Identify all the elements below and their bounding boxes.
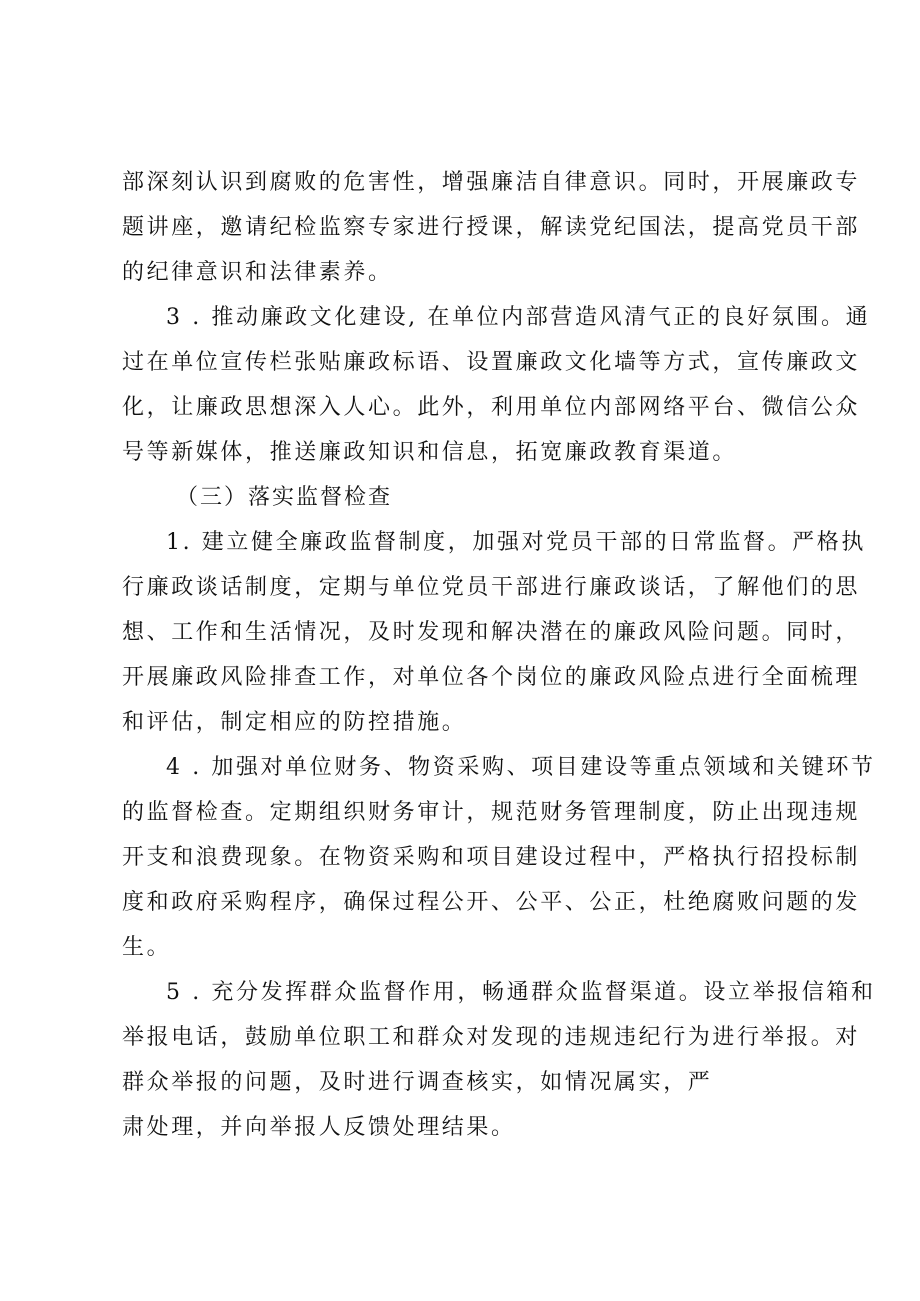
paragraph-line: 想、工作和生活情况，及时发现和解决潜在的廉政风险问题。同时， — [122, 620, 861, 645]
paragraph-line: 举报电话，鼓励单位职工和群众对发现的违规违纪行为进行举报。对 — [122, 1025, 861, 1050]
paragraph-line: 1. 建立健全廉政监督制度，加强对党员干部的日常监督。严格执 — [166, 530, 866, 555]
paragraph-line: 的监督检查。定期组织财务审计，规范财务管理制度，防止出现违规 — [122, 800, 861, 825]
section-heading: （三）落实监督检查 — [176, 485, 393, 510]
paragraph-line: 开支和浪费现象。在物资采购和项目建设过程中，严格执行招投标制 — [122, 845, 861, 870]
paragraph-line: 过在单位宣传栏张贴廉政标语、设置廉政文化墙等方式，宣传廉政文 — [122, 350, 861, 375]
paragraph-line: 和评估，制定相应的防控措施。 — [122, 710, 467, 735]
paragraph-line: 群众举报的问题，及时进行调查核实，如情况属实，严 — [122, 1070, 713, 1095]
paragraph-line: 生。 — [122, 935, 172, 960]
paragraph-line: 5 . 充分发挥群众监督作用，畅通群众监督渠道。设立举报信箱和 — [166, 980, 876, 1005]
paragraph-line: 行廉政谈话制度，定期与单位党员干部进行廉政谈话，了解他们的思 — [122, 575, 861, 600]
paragraph-line: 4 . 加强对单位财务、物资采购、项目建设等重点领域和关键环节 — [166, 755, 876, 780]
paragraph-line: 3 . 推动廉政文化建设, 在单位内部营造风清气正的良好氛围。通 — [166, 305, 871, 330]
paragraph-line: 的纪律意识和法律素养。 — [122, 260, 393, 285]
paragraph-line: 开展廉政风险排查工作，对单位各个岗位的廉政风险点进行全面梳理 — [122, 665, 861, 690]
paragraph-line: 题讲座，邀请纪检监察专家进行授课，解读党纪国法，提高党员干部 — [122, 215, 861, 240]
paragraph-line: 肃处理，并向举报人反馈处理结果。 — [122, 1115, 516, 1140]
paragraph-line: 部深刻认识到腐败的危害性，增强廉洁自律意识。同时，开展廉政专 — [122, 170, 861, 195]
paragraph-line: 化，让廉政思想深入人心。此外，利用单位内部网络平台、微信公众 — [122, 395, 861, 420]
paragraph-line: 度和政府采购程序，确保过程公开、公平、公正，杜绝腐败问题的发 — [122, 890, 861, 915]
paragraph-line: 号等新媒体，推送廉政知识和信息，拓宽廉政教育渠道。 — [122, 440, 738, 465]
